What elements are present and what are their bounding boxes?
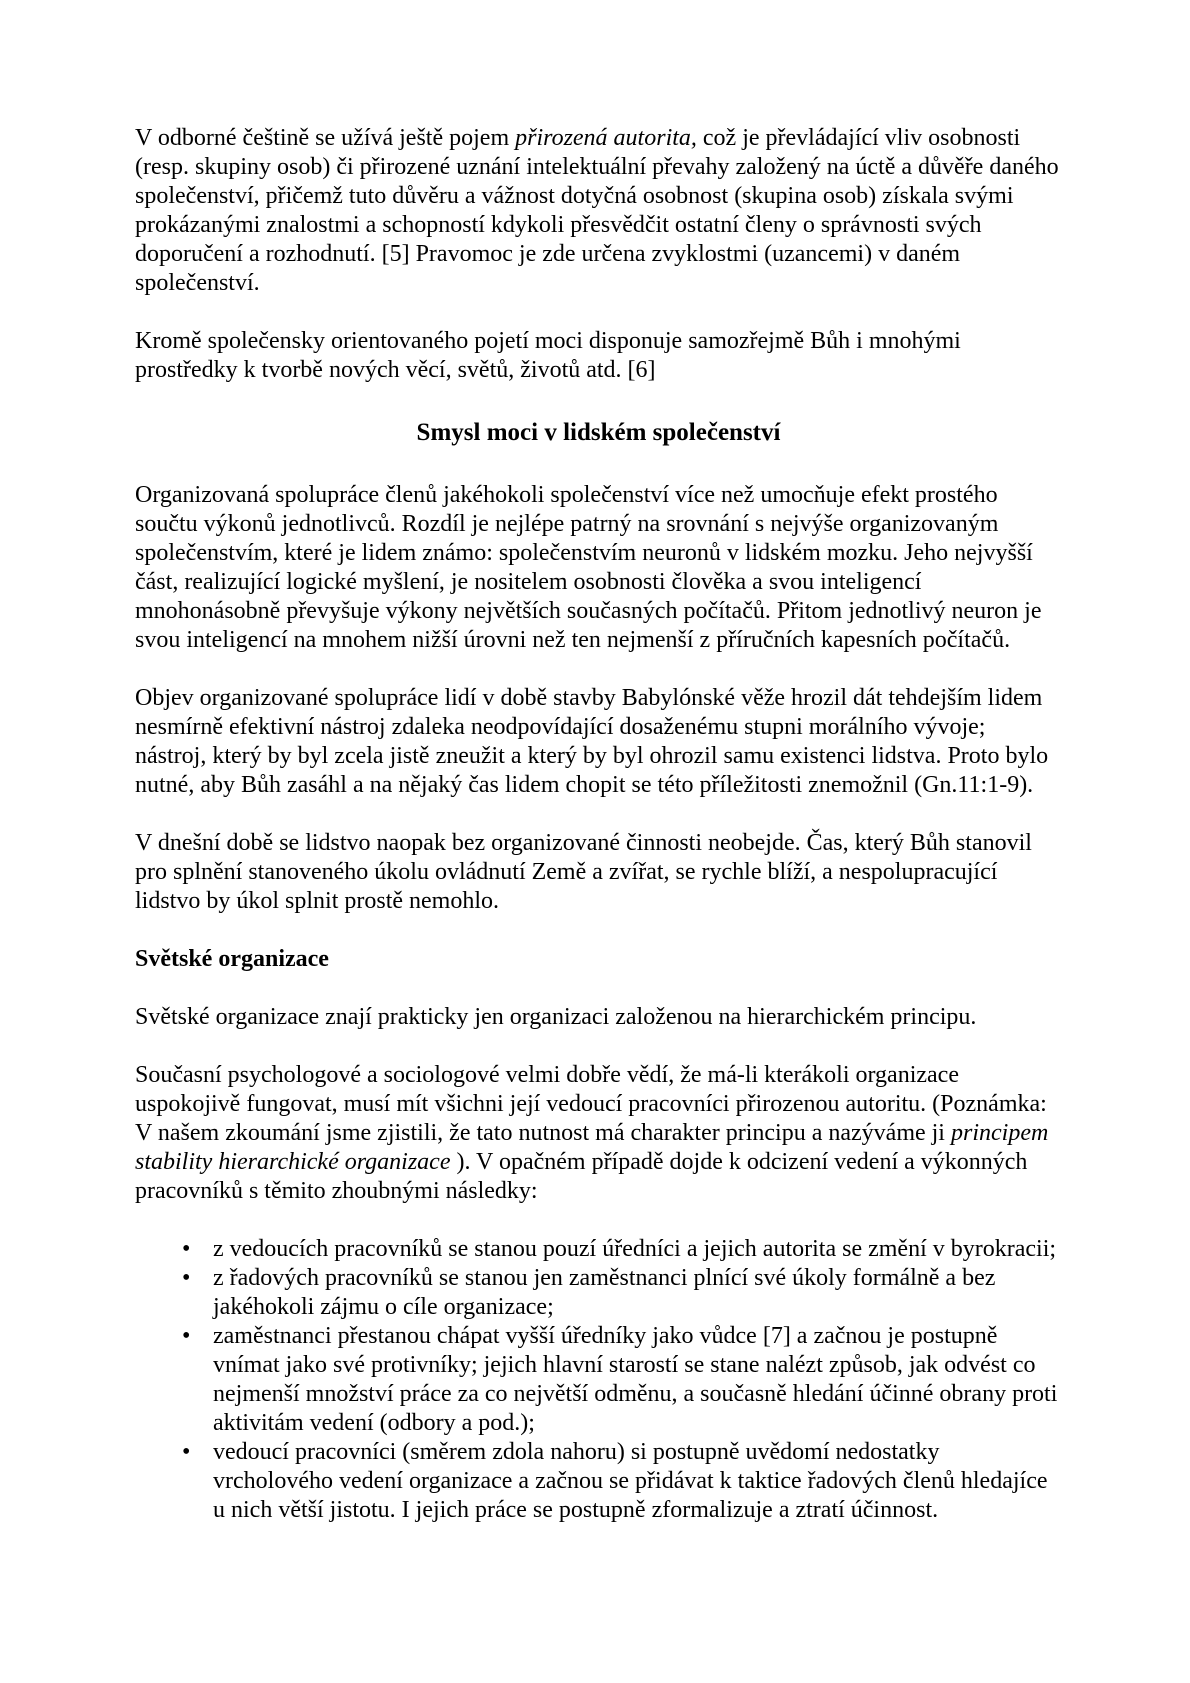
list-item-adversaries: • zaměstnanci přestanou chápat vyšší úředníky jako vůdce [7] a začnou je postupně vnímat jako své protivníky; jejich hlavní starostí se stane nalézt způsob, jak odvést co nejmenší množství práce za co největší odměnu, a současně hledání účinné obrany proti aktivitám vedení (odbory a pod.); (213, 1322, 1062, 1438)
paragraph-text: V odborné češtině se užívá ještě pojem (135, 125, 516, 151)
list-item-bureaucracy: • z vedoucích pracovníků se stanou pouzí úředníci a jejich autorita se změní v byrokracii; (213, 1235, 1062, 1264)
paragraph-psychologists-note (135, 1061, 1062, 1206)
list-item-managers-join-tactics: • vedoucí pracovníci (směrem zdola nahoru) si postupně uvědomí nedostatky vrcholového vedení organizace a začnou se přidávat k taktice řadových členů hledajíce u nich větší jistotu. I jejich práce se postupně zformalizuje a ztratí účinnost. (213, 1438, 1062, 1525)
paragraph-babylon-tower: Objev organizované spolupráce lidí v době stavby Babylónské věže hrozil dát tehdejším lidem nesmírně efektivní nástroj zdaleka neodpovídající dosaženému stupni morálního vývoje; nástroj, který by byl zcela jistě zneužit a který by byl ohrozil samu existenci lidstva. Proto bylo nutné, aby Bůh zasáhl a na nějaký čas lidem chopit se této příležitosti znemožnil (Gn.11:1-9). (135, 685, 1049, 798)
section-heading-smysl-moci: Smysl moci v lidském společenství (416, 419, 781, 446)
subsection-heading-svetske-organizace: Světské organizace (135, 946, 329, 972)
paragraph-god-means: Kromě společensky orientovaného pojetí moci disponuje samozřejmě Bůh i mnohými prostředky k tvorbě nových věcí, světů, životů atd. [6] (135, 328, 961, 383)
paragraph-hierarchical-principle: Světské organizace znají prakticky jen organizaci založenou na hierarchickém principu. (135, 1004, 977, 1030)
paragraph-natural-authority (135, 124, 1062, 298)
paragraph-text: ). V opačném případě dojde k odcizení vedení a výkonných pracovníků s těmito zhoubnými následky: (135, 1149, 1028, 1204)
paragraph-text: Současní psychologové a sociologové velmi dobře vědí, že má-li kterákoli organizace uspokojivě fungovat, musí mít všichni její vedoucí pracovníci přirozenou autoritu. (Poznámka: V našem zkoumání jsme zjistili, že tato nutnost má charakter principu a nazýváme ji (135, 1062, 1047, 1146)
italic-term-prirozena-autorita: přirozená autorita, (515, 125, 697, 151)
consequences-list (135, 1235, 1062, 1525)
italic-term-princip-stability: principem stability hierarchické organizace (135, 1120, 1049, 1175)
paragraph-organized-cooperation: Organizovaná spolupráce členů jakéhokoli společenství více než umocňuje efekt prostého součtu výkonů jednotlivců. Rozdíl je nejlépe patrný na srovnání s nejvýše organizovaným společenstvím, které je lidem známo: společenstvím neuronů v lidském mozku. Jeho nejvyšší část, realizující logické myšlení, je nositelem osobnosti člověka a svou inteligencí mnohonásobně převyšuje výkony největších současných počítačů. Přitom jednotlivý neuron je svou inteligencí na mnohem nižší úrovni než ten nejmenší z příručních kapesních počítačů. (135, 482, 1042, 653)
paragraph-today-mankind: V dnešní době se lidstvo naopak bez organizované činnosti neobejde. Čas, který Bůh stanovil pro splnění stanoveného úkolu ovládnutí Země a zvířat, se rychle blíží, a nespolupracující lidstvo by úkol splnit prostě nemohlo. (135, 830, 1032, 914)
paragraph-text: což je převládající vliv osobnosti (resp. skupiny osob) či přirozené uznání intelektuální převahy založený na úctě a důvěře daného společenství, přičemž tuto důvěru a vážnost dotyčná osobnost (skupina osob) získala svými prokázanými znalostmi a schopností kdykoli přesvědčit ostatní členy o správnosti svých doporučení a rozhodnutí. [5] Pravomoc je zde určena zvyklostmi (uzancemi) v daném společenství. (135, 125, 1059, 296)
list-item-formal-employees: • z řadových pracovníků se stanou jen zaměstnanci plnící své úkoly formálně a bez jakéhokoli zájmu o cíle organizace; (213, 1264, 1062, 1322)
